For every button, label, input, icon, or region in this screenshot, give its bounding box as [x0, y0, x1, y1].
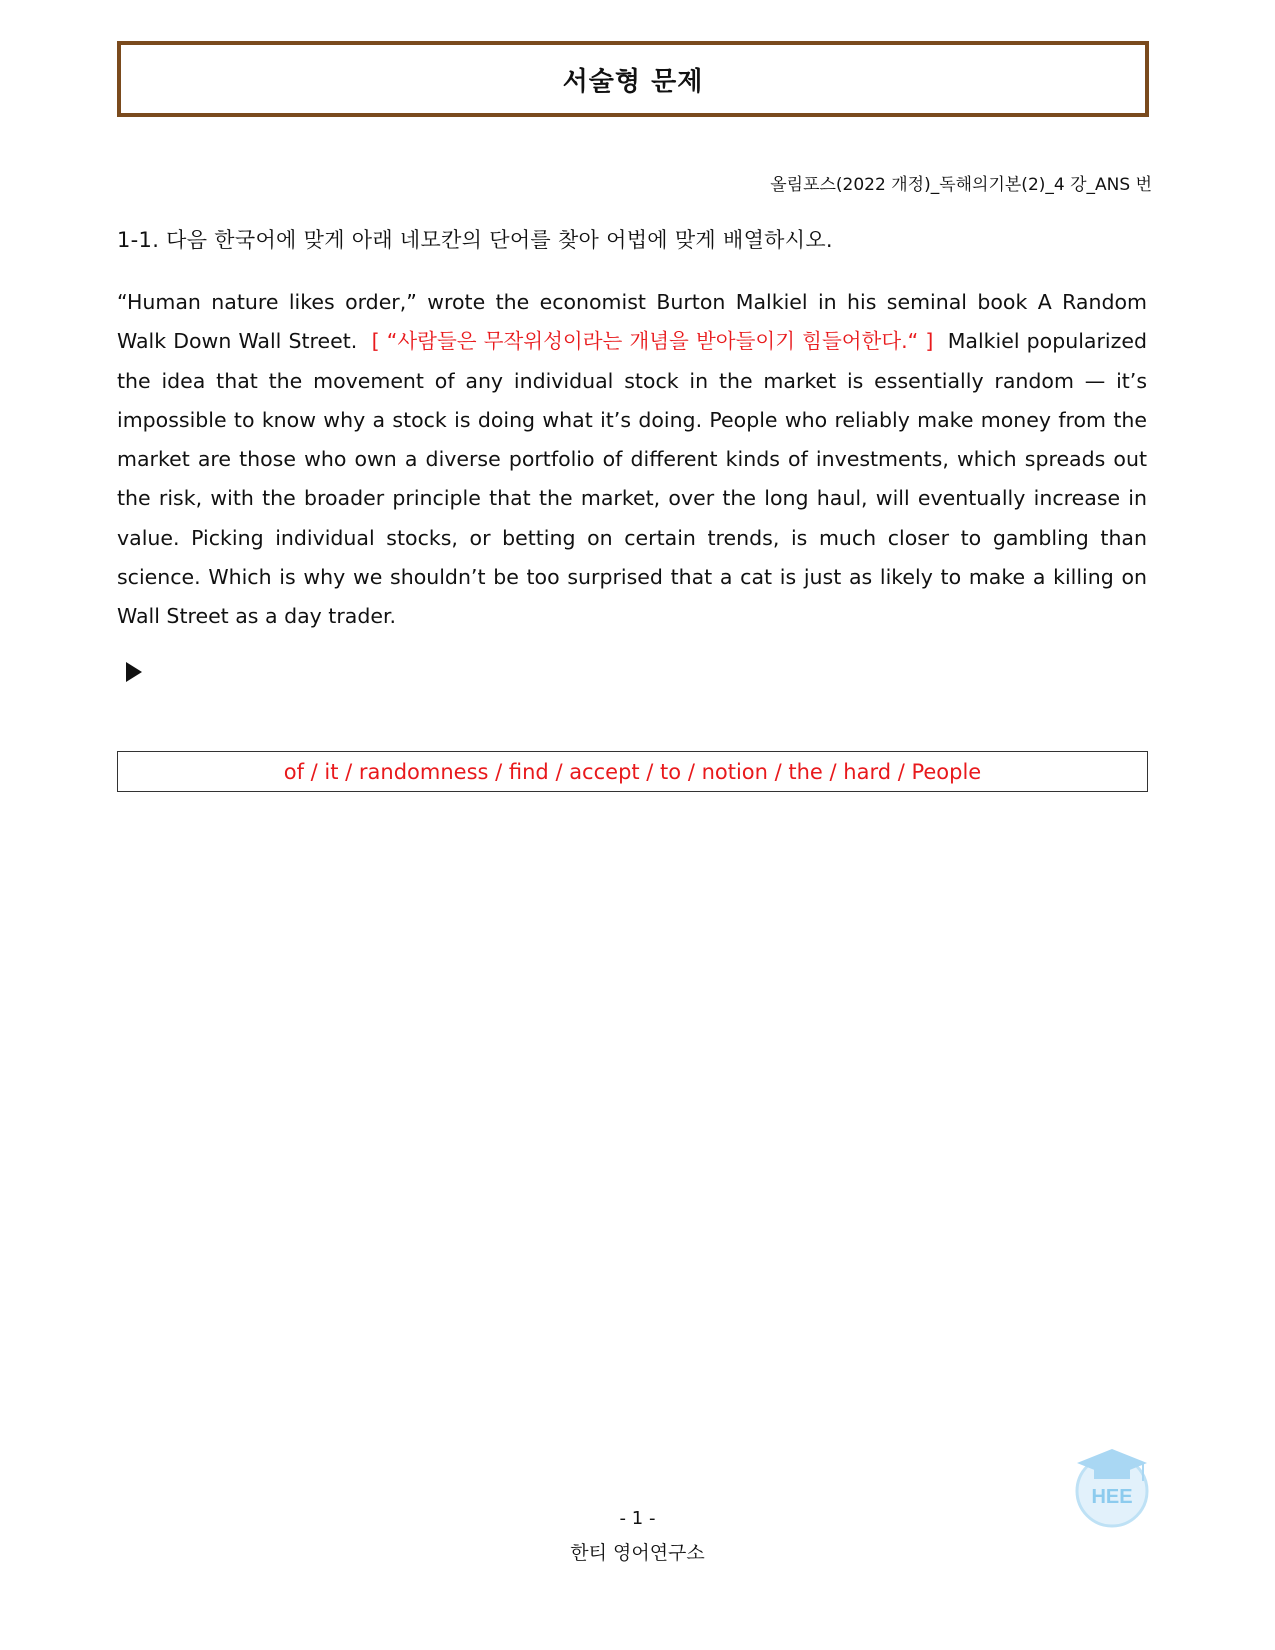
title-box — [117, 41, 1149, 117]
question-prompt: 1-1. 다음 한국어에 맞게 아래 네모칸의 단어를 찾아 어법에 맞게 배열하시오. — [117, 228, 833, 252]
footer-publisher: 한티 영어연구소 — [570, 1542, 705, 1564]
word-bank-box — [117, 751, 1148, 792]
passage — [117, 283, 1147, 637]
graduation-cap-icon — [1067, 1441, 1157, 1531]
triangle-right-icon — [126, 662, 142, 682]
source-label: 올림포스(2022 개정)_독해의기본(2)_4 강_ANS 번 — [770, 175, 1152, 195]
page-number: - 1 - — [619, 1508, 656, 1529]
passage-part-1: “Human nature likes order,” wrote the economist Burton Malkiel in his seminal book A Random Walk Down Wall Street. — [117, 290, 1147, 354]
passage-highlight: [ “사람들은 무작위성이라는 개념을 받아들이기 힘들어한다.“ ] — [371, 329, 934, 354]
page-title: 서술형 문제 — [562, 66, 704, 97]
passage-part-2: Malkiel popularized the idea that the movement of any individual stock in the market is essentially random — it’s impossible to know why a stock is doing what it’s doing. People who reliably make money from the market are those who own a diverse portfolio of different kinds of investments, which spreads out the risk, with the broader principle that the market, over the long haul, will eventually increase in value. Picking individual stocks, or betting on certain trends, is much closer to gambling than science. Which is why we shouldn’t be too surprised that a cat is just as likely to make a killing on Wall Street as a day trader. — [117, 329, 1148, 629]
logo-text: HEE — [1091, 1486, 1133, 1508]
word-bank-words: of / it / randomness / find / accept / to / notion / the / hard / People — [283, 759, 982, 784]
